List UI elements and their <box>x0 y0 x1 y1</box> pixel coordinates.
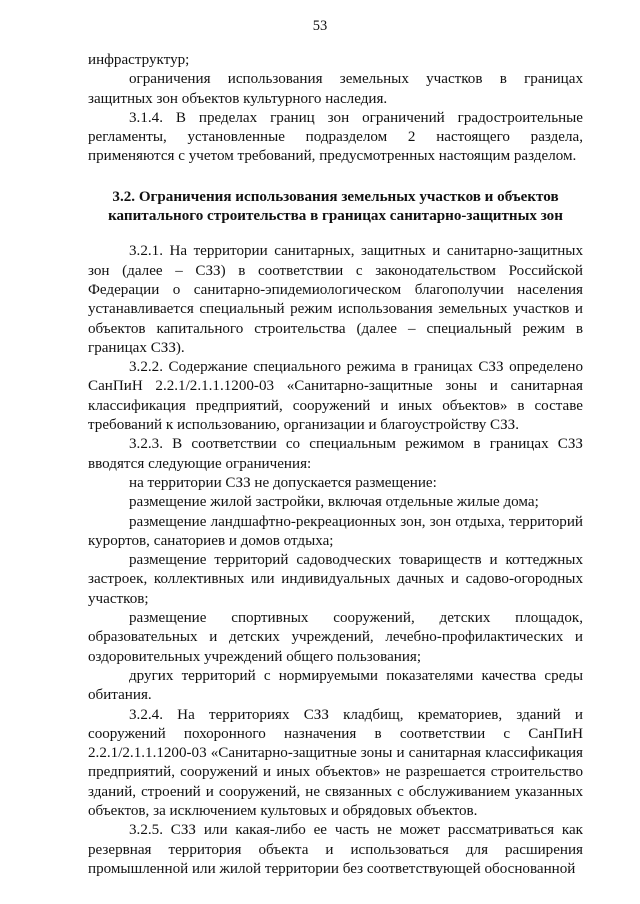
paragraph: 3.2.5. СЗЗ или какая-либо ее часть не может рассматриваться как резервная территория объекта и использоваться для расширения промышленной или жилой территории без соответствующей обоснованной <box>88 822 583 877</box>
document-body <box>88 51 583 879</box>
paragraph: 3.2.1. На территории санитарных, защитных и санитарно-защитных зон (далее – СЗЗ) в соответствии с законодательством Российской Федерации о санитарно-эпидемиологическом благополучии населения устанавливается специальный режим использования земельных участков и объектов капитального строительства (далее – специальный режим в границах СЗЗ). <box>88 243 583 356</box>
paragraph: 3.2.3. В соответствии со специальным режимом в границах СЗЗ вводятся следующие ограничения: <box>88 436 583 472</box>
paragraph: 3.1.4. В пределах границ зон ограничений градостроительные регламенты, установленные подразделом 2 настоящего раздела, применяются с учетом требований, предусмотренных настоящим разделом. <box>88 109 583 165</box>
list-item: размещение спортивных сооружений, детских площадок, образовательных и детских учреждений, лечебно-профилактических и оздоровительных учреждений общего пользования; <box>88 610 583 665</box>
paragraph: инфраструктур; <box>88 52 190 68</box>
list-item: размещение ландшафтно-рекреационных зон, зон отдыха, территорий курортов, санаториев и домов отдыха; <box>88 513 583 549</box>
list-item: размещение территорий садоводческих товариществ и коттеджных застроек, коллективных или индивидуальных дачных и садово-огородных участков; <box>88 552 583 607</box>
paragraph: 3.2.4. На территориях СЗЗ кладбищ, крематориев, зданий и сооружений похоронного назначения в соответствии с СанПиН 2.2.1/2.1.1.1200-03 «Санитарно-защитные зоны и санитарная классификация предприятий, сооружений и иных объектов» не разрешается строительство зданий, строений и сооружений, не связанных с обслуживанием указанных объектов, за исключением культовых и обрядовых объектов. <box>88 706 583 819</box>
paragraph: 3.2.2. Содержание специального режима в границах СЗЗ определено СанПиН 2.2.1/2.1.1.1200-03 «Санитарно-защитные зоны и санитарная классификация предприятий, сооружений и иных объектов» в составе требований к использованию, организации и благоустройству СЗЗ. <box>88 359 583 434</box>
paragraph: на территории СЗЗ не допускается размещение: <box>129 474 437 491</box>
list-item: размещение жилой застройки, включая отдельные жилые дома; <box>129 494 539 511</box>
page-number: 53 <box>312 18 328 34</box>
list-item: других территорий с нормируемыми показателями качества среды обитания. <box>88 667 583 704</box>
paragraph: ограничения использования земельных участков в границах защитных зон объектов культурного наследия. <box>88 71 583 107</box>
section-heading: 3.2. Ограничения использования земельных участков и объектов капитального строительства в границах санитарно-защитных зон <box>108 188 563 225</box>
